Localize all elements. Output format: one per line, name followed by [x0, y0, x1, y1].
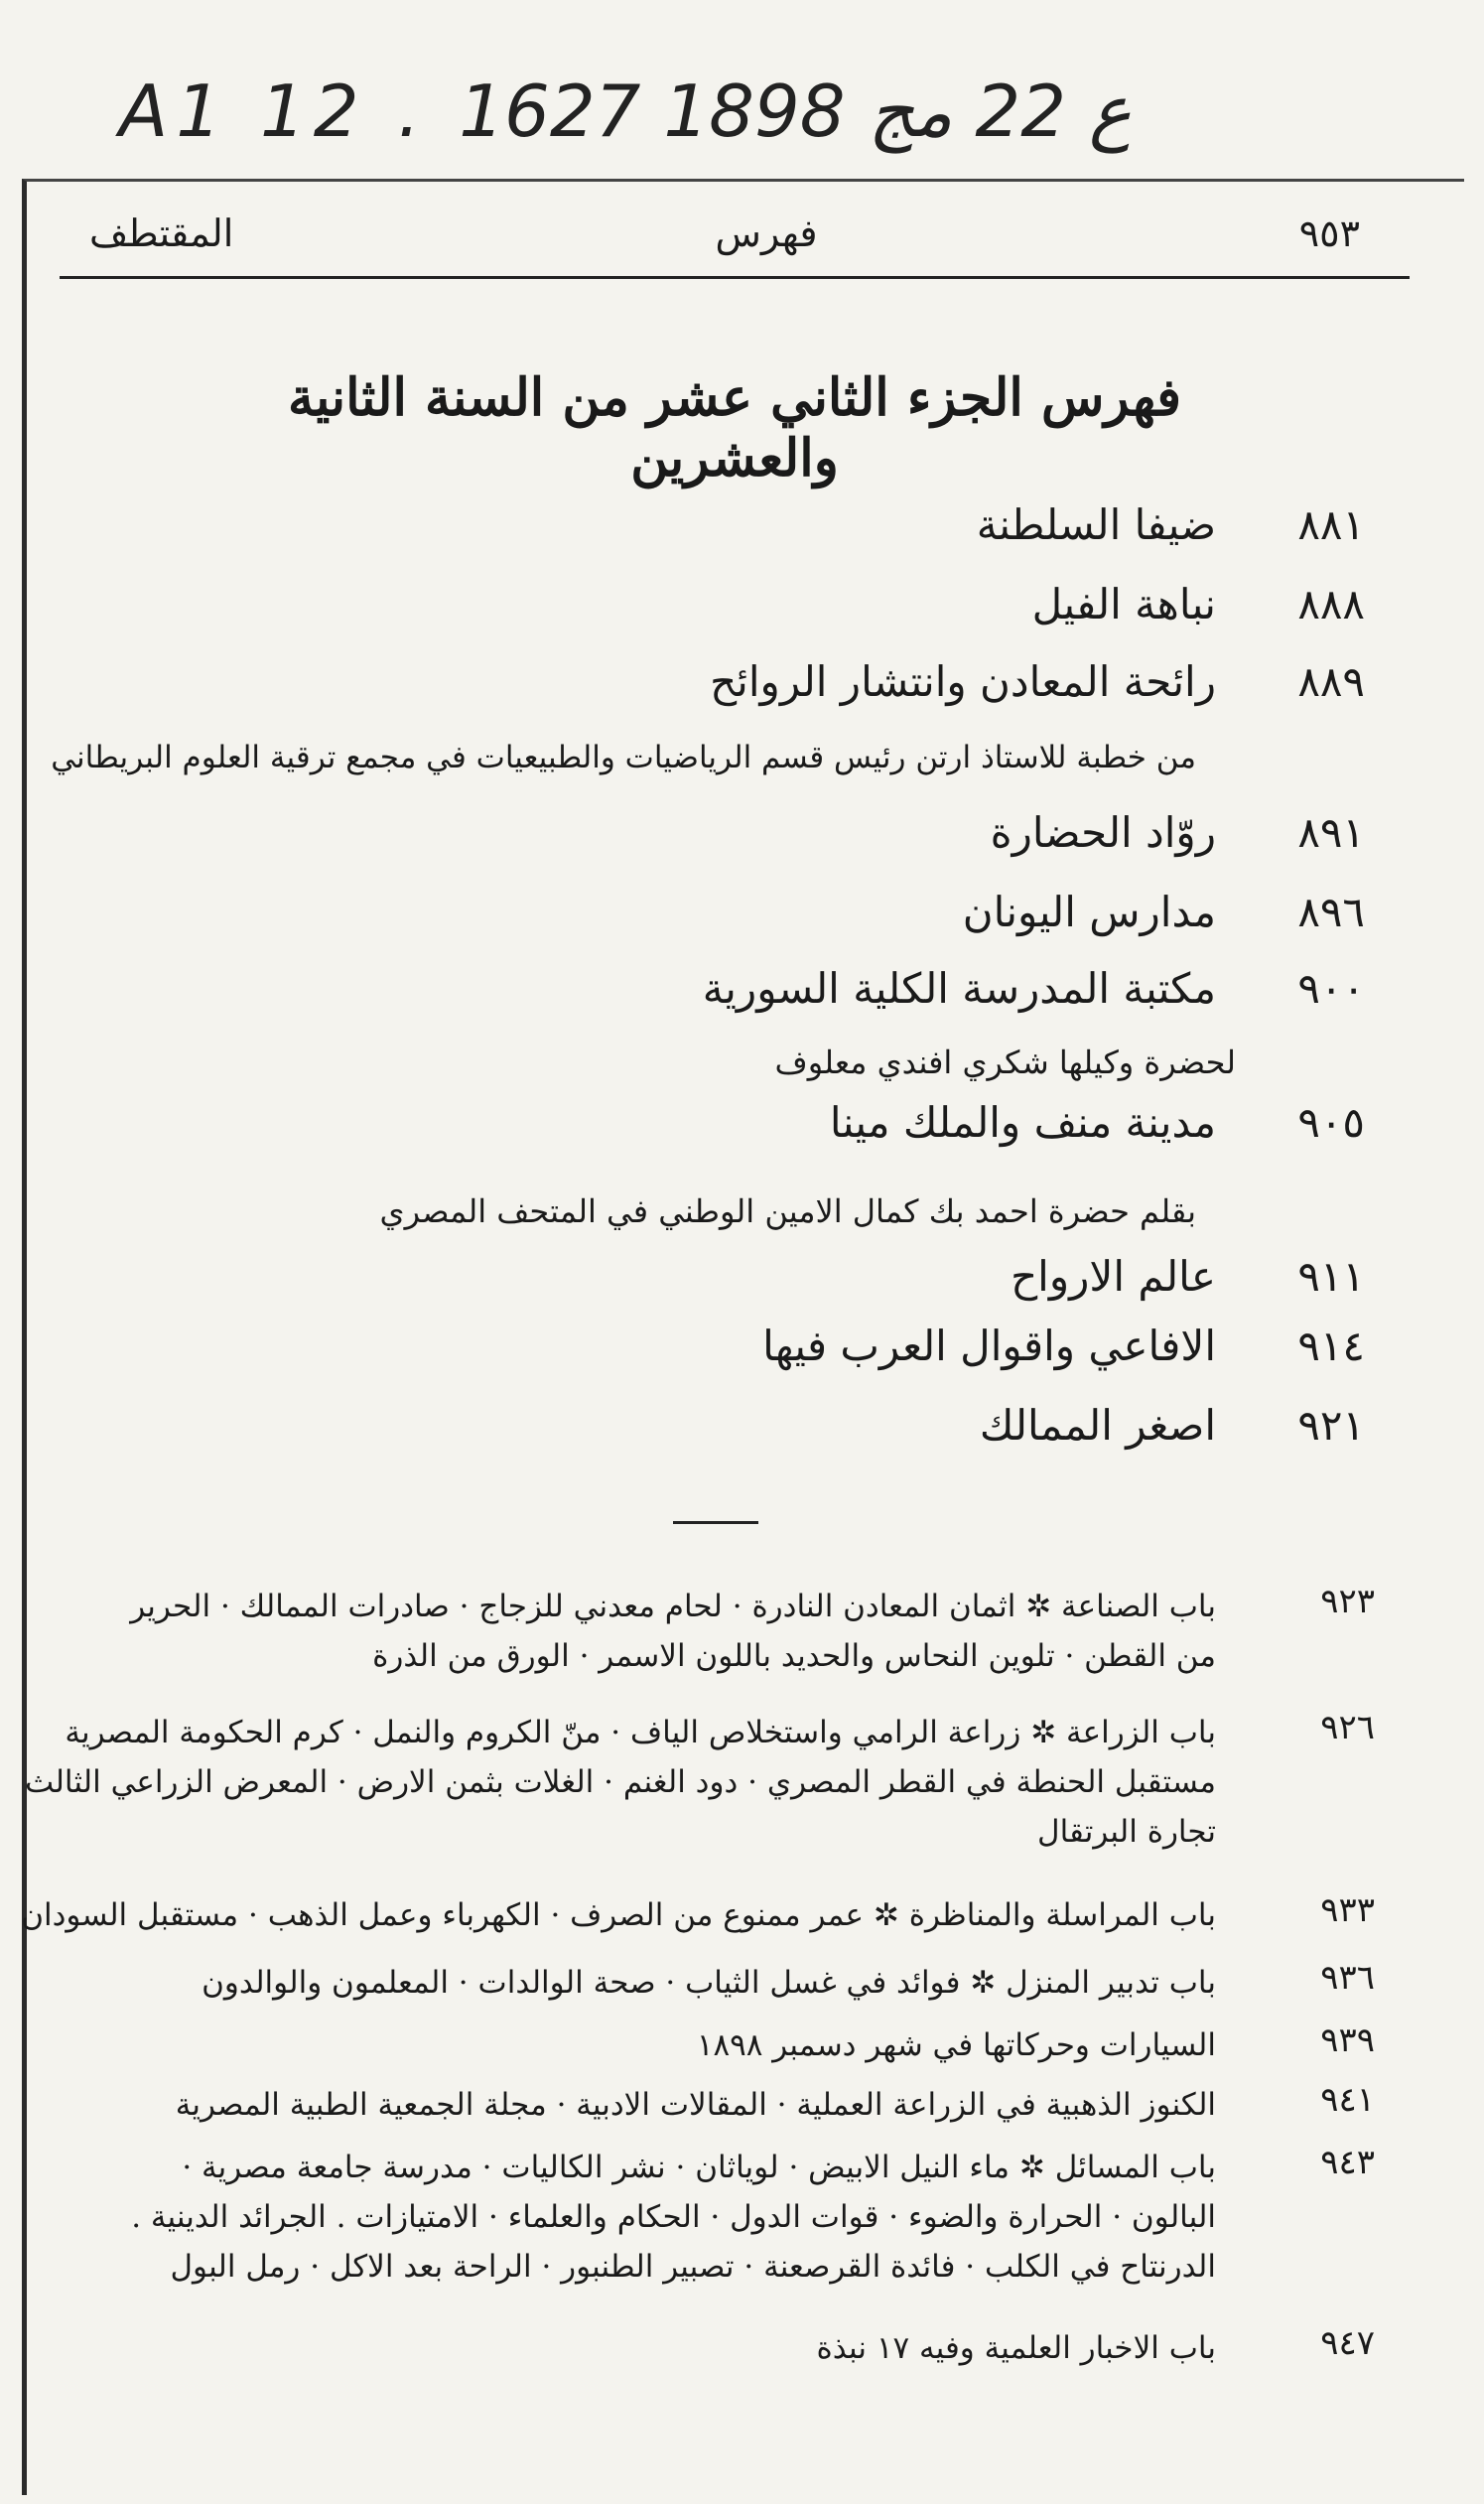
section-line: السيارات وحركاتها في شهر دسمبر ١٨٩٨	[696, 2027, 1216, 2063]
section-line: باب الاخبار العلمية وفيه ١٧ نبذة	[816, 2330, 1216, 2366]
article-page: ٩١١	[1297, 1251, 1365, 1301]
section-entry	[5, 2323, 1375, 2373]
section-topics	[5, 1958, 1216, 2008]
article-page: ٩٢١	[1297, 1400, 1365, 1450]
article-title: روّاد الحضارة	[990, 807, 1216, 857]
section-entry	[5, 2080, 1375, 2130]
article-page: ٩٠٠	[1297, 963, 1365, 1013]
section-page: ٩٣٦	[1320, 1958, 1375, 1998]
section-topics	[5, 2323, 1216, 2373]
section-entry	[5, 1582, 1375, 1681]
section-topics	[5, 2143, 1216, 2292]
article-title: عالم الارواح	[1011, 1251, 1216, 1301]
section-line: باب المراسلة والمناظرة ✲ عمر ممنوع من الصرف · الكهرباء وعمل الذهب · مستقبل السودان	[21, 1897, 1216, 1933]
section-topics	[5, 1582, 1216, 1681]
article-entry	[124, 1311, 1365, 1380]
article-page: ٨٩١	[1297, 807, 1365, 857]
article-entry	[124, 1087, 1365, 1157]
section-page: ٩٢٣	[1320, 1582, 1375, 1621]
section-line: مستقبل الحنطة في القطر المصري · دود الغنم · الغلات بثمن الارض · المعرض الزراعي الثالث	[25, 1764, 1216, 1800]
article-entry	[124, 953, 1365, 1023]
article-entry	[124, 1241, 1365, 1311]
running-header	[89, 199, 1360, 268]
article-title: مدينة منف والملك مينا	[829, 1097, 1216, 1147]
article-entry	[124, 489, 1365, 559]
article-page: ٨٩٦	[1297, 887, 1365, 936]
section-page: ٩٣٣	[1320, 1890, 1375, 1930]
section-topics	[5, 2080, 1216, 2130]
section-page: ٩٤٧	[1320, 2323, 1375, 2363]
section-line: باب المسائل ✲ ماء النيل الابيض · لوياثان · نشر الكاليات · مدرسة جامعة مصرية ·	[182, 2150, 1216, 2185]
handwritten-catalog-number: A1 12 . ع 22 مج 1898 1627	[119, 70, 1132, 153]
article-title: مدارس اليونان	[962, 887, 1216, 936]
article-title: نباهة الفيل	[1031, 579, 1216, 628]
article-title: الافاعي واقوال العرب فيها	[762, 1321, 1216, 1370]
section-entry	[5, 1708, 1375, 1857]
section-page: ٩٢٦	[1320, 1708, 1375, 1747]
article-page: ٨٨٩	[1297, 656, 1365, 706]
section-page: ٩٤١	[1320, 2080, 1375, 2120]
article-byline: لحضرة وكيلها شكري افندي معلوف	[774, 1043, 1236, 1081]
section-line: الدرنتاح في الكلب · فائدة القرصعنة · تصبير الطنبور · الراحة بعد الاكل · رمل البول	[170, 2249, 1216, 2285]
journal-name: المقتطف	[89, 211, 234, 255]
article-entry	[124, 797, 1365, 867]
article-entry	[124, 646, 1365, 716]
article-page: ٨٨١	[1297, 499, 1365, 549]
section-divider	[673, 1521, 758, 1524]
article-title: اصغر الممالك	[979, 1400, 1216, 1450]
section-label: فهرس	[715, 211, 818, 255]
article-title: ضيفا السلطنة	[976, 499, 1216, 549]
article-entry	[124, 1390, 1365, 1460]
article-entry	[124, 569, 1365, 638]
page-number: ٩٥٣	[1298, 211, 1360, 255]
section-line: البالون · الحرارة والضوء · قوات الدول · الحكام والعلماء · الامتيازات . الجرائد الدينية .	[131, 2199, 1216, 2235]
section-topics	[5, 2020, 1216, 2070]
section-entry	[5, 2020, 1375, 2070]
section-line: تجارة البرتقال	[1037, 1814, 1216, 1850]
section-topics	[5, 1890, 1216, 1940]
article-page: ٩١٤	[1297, 1321, 1365, 1370]
section-entry	[5, 1890, 1375, 1940]
section-line: من القطن · تلوين النحاس والحديد باللون الاسمر · الورق من الذرة	[372, 1638, 1216, 1674]
section-line: باب الصناعة ✲ اثمان المعادن النادرة · لحام معدني للزجاج · صادرات الممالك · الحرير	[130, 1589, 1216, 1624]
section-line: باب الزراعة ✲ زراعة الرامي واستخلاص الياف · منّ الكروم والنمل · كرم الحكومة المصرية	[65, 1715, 1216, 1750]
article-byline: بقلم حضرة احمد بك كمال الامين الوطني في المتحف المصري	[379, 1192, 1196, 1230]
section-line: باب تدبير المنزل ✲ فوائد في غسل الثياب · صحة الوالدات · المعلمون والوالدون	[202, 1965, 1216, 2001]
section-entry	[5, 1958, 1375, 2008]
article-page: ٨٨٨	[1297, 579, 1365, 628]
section-page: ٩٣٩	[1320, 2020, 1375, 2060]
index-title: فهرس الجزء الثاني عشر من السنة الثانية والعشرين	[288, 367, 1181, 488]
header-rule	[60, 276, 1410, 279]
article-byline: من خطبة للاستاذ ارتن رئيس قسم الرياضيات والطبيعيات في مجمع ترقية العلوم البريطاني	[51, 740, 1196, 775]
section-entry	[5, 2143, 1375, 2292]
article-entry	[124, 877, 1365, 946]
section-page: ٩٤٣	[1320, 2143, 1375, 2182]
article-title: رائحة المعادن وانتشار الروائح	[710, 656, 1216, 706]
article-title: مكتبة المدرسة الكلية السورية	[702, 963, 1216, 1013]
section-topics	[5, 1708, 1216, 1857]
article-page: ٩٠٥	[1297, 1097, 1365, 1147]
section-line: الكنوز الذهبية في الزراعة العملية · المقالات الادبية · مجلة الجمعية الطبية المصرية	[175, 2087, 1216, 2123]
